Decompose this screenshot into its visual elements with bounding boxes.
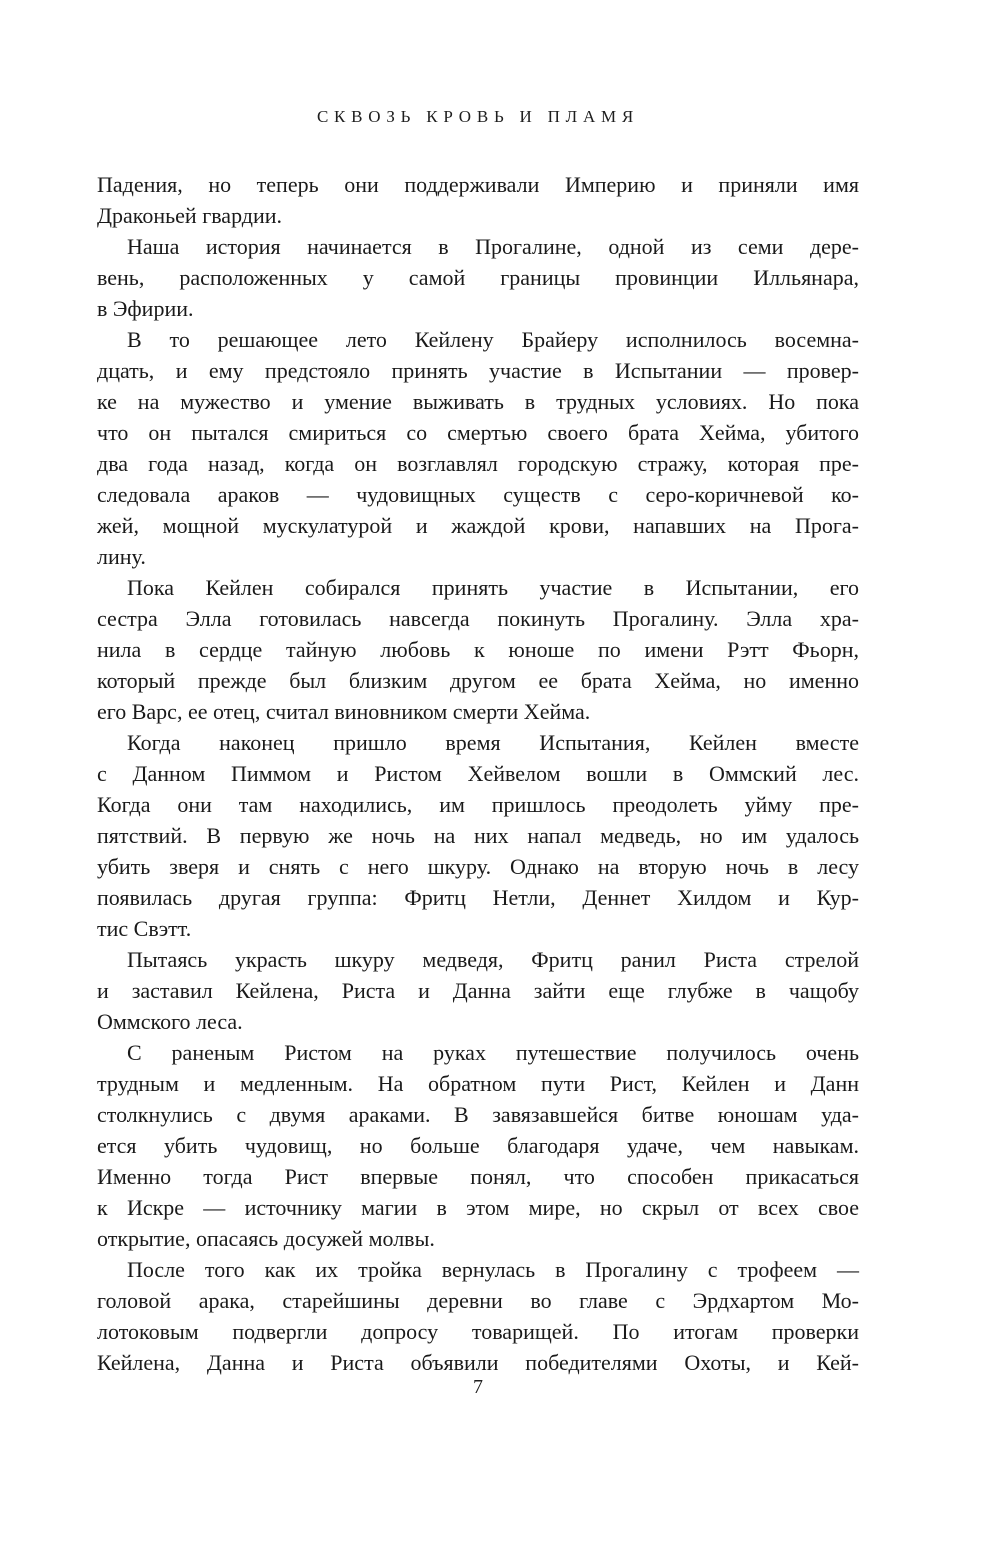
text-line: лотоковым подвергли допросу товарищей. По итогам проверки xyxy=(97,1319,859,1344)
text-line: С раненым Ристом на руках путешествие получилось очень xyxy=(127,1040,859,1065)
text-line: Когда наконец пришло время Испытания, Кейлен вместе xyxy=(127,730,859,755)
text-line: Кейлена, Данна и Риста объявили победителями Охоты, и Кей- xyxy=(97,1350,859,1375)
body-text xyxy=(97,169,859,1378)
text-line: два года назад, когда он возглавлял городскую стражу, которая пре- xyxy=(97,451,859,476)
text-line: пятствий. В первую же ночь на них напал медведь, но им удалось xyxy=(97,823,859,848)
text-line: Когда они там находились, им пришлось преодолеть уйму пре- xyxy=(97,792,859,817)
text-line: с Данном Пиммом и Ристом Хейвелом вошли в Оммский лес. xyxy=(97,761,859,786)
text-line: следовала араков — чудовищных существ с серо-коричневой ко- xyxy=(97,482,859,507)
paragraph xyxy=(97,1254,859,1378)
text-line: убить зверя и снять с него шкуру. Однако на вторую ночь в лесу xyxy=(97,854,859,879)
text-line: жей, мощной мускулатурой и жаждой крови, напавших на Прога- xyxy=(97,513,859,538)
text-line: Оммского леса. xyxy=(97,1009,243,1034)
text-line: сестра Элла готовилась навсегда покинуть Прогалину. Элла хра- xyxy=(97,606,859,631)
text-line: и заставил Кейлена, Риста и Данна зайти еще глубже в чащобу xyxy=(97,978,859,1003)
running-header: СКВОЗЬ КРОВЬ И ПЛАМЯ xyxy=(316,107,640,126)
text-line: ке на мужество и умение выживать в трудных условиях. Но пока xyxy=(97,389,859,414)
text-line: столкнулись с двумя араками. В завязавшейся битве юношам уда- xyxy=(97,1102,859,1127)
paragraph xyxy=(97,572,859,727)
text-line: Падения, но теперь они поддерживали Империю и приняли имя xyxy=(97,172,859,197)
paragraph xyxy=(97,231,859,324)
text-line: После того как их тройка вернулась в Прогалину с трофеем — xyxy=(127,1257,859,1282)
text-line: что он пытался смириться со смертью своего брата Хейма, убитого xyxy=(97,420,859,445)
text-line: головой арака, старейшины деревни во главе с Эрдхартом Мо- xyxy=(97,1288,859,1313)
text-line: к Искре — источнику магии в этом мире, но скрыл от всех свое xyxy=(97,1195,859,1220)
text-line: который прежде был близким другом ее брата Хейма, но именно xyxy=(97,668,859,693)
text-line: Драконьей гвардии. xyxy=(97,203,283,228)
text-line: Наша история начинается в Прогалине, одной из семи дере- xyxy=(127,234,859,259)
text-line: В то решающее лето Кейлену Брайеру исполнилось восемна- xyxy=(127,327,859,352)
text-line: дцать, и ему предстояло принять участие в Испытании — провер- xyxy=(97,358,859,383)
text-line: тис Свэтт. xyxy=(97,916,192,941)
text-line: в Эфирии. xyxy=(97,296,194,321)
text-line: лину. xyxy=(97,544,146,569)
text-line: открытие, опасаясь досужей молвы. xyxy=(97,1226,435,1251)
text-line: нила в сердце тайную любовь к юноше по имени Рэтт Фьорн, xyxy=(97,637,859,662)
text-line: его Варс, ее отец, считал виновником смерти Хейма. xyxy=(97,699,591,724)
text-line: Пытаясь украсть шкуру медведя, Фритц ранил Риста стрелой xyxy=(127,947,859,972)
text-line: трудным и медленным. На обратном пути Рист, Кейлен и Данн xyxy=(97,1071,859,1096)
text-line: вень, расположенных у самой границы провинции Илльянара, xyxy=(97,265,859,290)
text-line: Именно тогда Рист впервые понял, что способен прикасаться xyxy=(97,1164,859,1189)
text-line: Пока Кейлен собирался принять участие в Испытании, его xyxy=(127,575,859,600)
text-line: появилась другая группа: Фритц Нетли, Деннет Хилдом и Кур- xyxy=(97,885,859,910)
paragraph xyxy=(97,169,859,231)
paragraph xyxy=(97,944,859,1037)
paragraph xyxy=(97,727,859,944)
paragraph xyxy=(97,1037,859,1254)
paragraph xyxy=(97,324,859,572)
text-line: ется убить чудовищ, но больше благодаря удаче, чем навыкам. xyxy=(97,1133,859,1158)
page-number: 7 xyxy=(473,1376,483,1398)
